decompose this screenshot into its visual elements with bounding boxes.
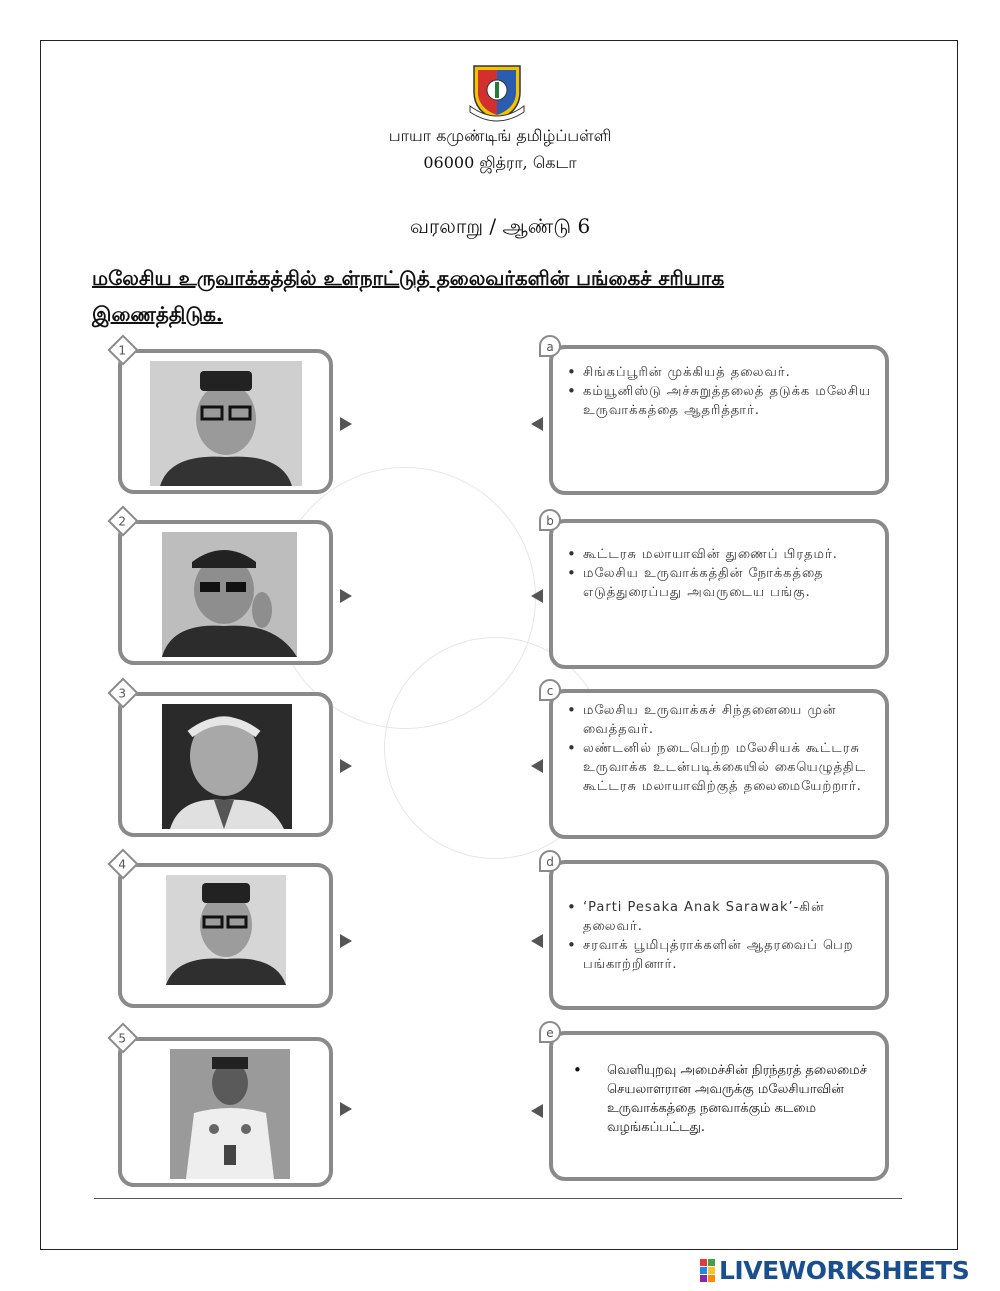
leader-photo bbox=[170, 1049, 290, 1179]
match-arrow-left bbox=[531, 934, 543, 948]
leader-number-tag: 5 bbox=[107, 1022, 138, 1053]
liveworksheets-logo-icon bbox=[700, 1259, 715, 1282]
role-point: • மலேசிய உருவாக்கத்தின் நோக்கத்தை எடுத்துரைப்பது அவருடைய பங்கு. bbox=[567, 564, 875, 602]
role-point: • கம்யூனிஸ்டு அச்சுறுத்தலைத் தடுக்க மலேசிய உருவாக்கத்தை ஆதரித்தார். bbox=[567, 382, 875, 420]
leader-photo bbox=[166, 875, 286, 985]
match-arrow-right bbox=[340, 417, 352, 431]
role-description bbox=[567, 701, 875, 796]
leader-photo bbox=[162, 532, 297, 657]
school-crest-logo bbox=[468, 62, 526, 124]
role-point: • சிங்கப்பூரின் முக்கியத் தலைவர். bbox=[567, 363, 875, 382]
leader-card bbox=[118, 686, 333, 837]
liveworksheets-footer bbox=[700, 1256, 969, 1284]
role-letter-tag: c bbox=[539, 679, 561, 701]
role-letter-tag: e bbox=[539, 1021, 561, 1043]
leader-card bbox=[118, 514, 333, 665]
instruction-text: மலேசிய உருவாக்கத்தில் உள்நாட்டுத் தலைவர்களின் பங்கைச் சரியாக இணைத்திடுக. bbox=[92, 266, 725, 326]
match-arrow-right bbox=[340, 589, 352, 603]
role-letter-tag: b bbox=[539, 509, 561, 531]
match-arrow-right bbox=[340, 934, 352, 948]
match-arrow-left bbox=[531, 417, 543, 431]
leader-number-tag: 3 bbox=[107, 677, 138, 708]
leader-card bbox=[118, 1031, 333, 1187]
school-address: 06000 ஜித்ரா, கெடா bbox=[423, 153, 577, 172]
leader-card bbox=[118, 343, 333, 494]
role-point: • சரவாக் பூமிபுத்ராக்களின் ஆதரவைப் பெற பங்காற்றினார். bbox=[567, 936, 875, 974]
role-card bbox=[546, 1026, 889, 1181]
matching-worksheet bbox=[94, 337, 902, 1199]
leader-number-tag: 4 bbox=[107, 848, 138, 879]
role-point: • ‘Parti Pesaka Anak Sarawak’-கின் தலைவர். bbox=[567, 898, 875, 936]
role-point: • வெளியுறவு அமைச்சின் நிரந்தரத் தலைமைச் செயலாளரான அவருக்கு மலேசியாவின் உருவாக்கத்தை நனவாக்கும் கடமை வழங்கப்பட்டது. bbox=[573, 1061, 875, 1137]
leader-photo bbox=[162, 704, 292, 829]
match-arrow-left bbox=[531, 759, 543, 773]
role-description bbox=[573, 1061, 875, 1137]
role-letter-tag: a bbox=[539, 335, 561, 357]
match-arrow-left bbox=[531, 1104, 543, 1118]
role-point: • மலேசிய உருவாக்கச் சிந்தனையை முன் வைத்தவர். bbox=[567, 701, 875, 739]
role-card bbox=[546, 855, 889, 1010]
match-arrow-left bbox=[531, 589, 543, 603]
leader-photo bbox=[150, 361, 302, 486]
role-letter-tag: d bbox=[539, 850, 561, 872]
subject-title: வரலாறு / ஆண்டு 6 bbox=[409, 214, 591, 238]
liveworksheets-brand: LIVEWORKSHEETS bbox=[719, 1255, 970, 1285]
role-point: • லண்டனில் நடைபெற்ற மலேசியக் கூட்டரசு உருவாக்க உடன்படிக்கையில் கையெழுத்திட கூட்டரசு மலாயாவிற்குத் தலைமையேற்றார். bbox=[567, 739, 875, 796]
leader-number-tag: 1 bbox=[107, 334, 138, 365]
role-description bbox=[567, 363, 875, 420]
role-description bbox=[567, 898, 875, 974]
leader-number-tag: 2 bbox=[107, 505, 138, 536]
role-card bbox=[546, 514, 889, 669]
match-arrow-right bbox=[340, 759, 352, 773]
school-name: பாயா கமுண்டிங் தமிழ்ப்பள்ளி bbox=[388, 126, 612, 145]
role-point: • கூட்டரசு மலாயாவின் துணைப் பிரதமர். bbox=[567, 545, 875, 564]
role-card bbox=[546, 684, 889, 839]
leader-card bbox=[118, 857, 333, 1008]
match-arrow-right bbox=[340, 1102, 352, 1116]
role-description bbox=[567, 545, 875, 602]
role-card bbox=[546, 340, 889, 495]
